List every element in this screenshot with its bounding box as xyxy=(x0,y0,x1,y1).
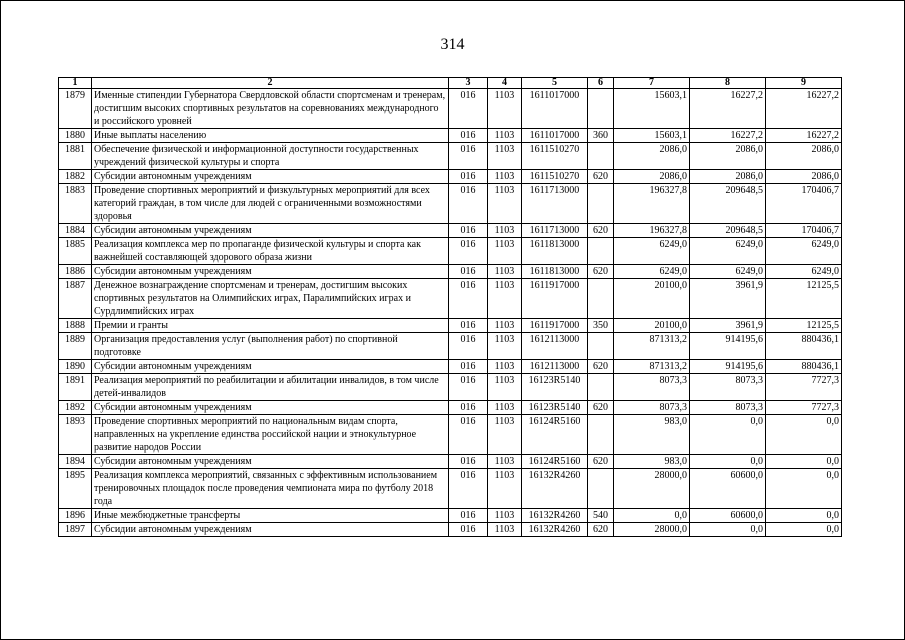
amount-year2-cell: 8073,3 xyxy=(690,401,766,415)
section-code-cell: 1103 xyxy=(488,523,522,537)
target-code-cell: 1611813000 xyxy=(522,265,588,279)
amount-year1-cell: 0,0 xyxy=(614,509,690,523)
amount-year2-cell: 3961,9 xyxy=(690,319,766,333)
expense-type-cell xyxy=(588,415,614,455)
amount-year3-cell: 16227,2 xyxy=(766,129,842,143)
amount-year1-cell: 20100,0 xyxy=(614,319,690,333)
target-code-cell: 16132R4260 xyxy=(522,523,588,537)
expense-type-cell xyxy=(588,184,614,224)
amount-year2-cell: 914195,6 xyxy=(690,360,766,374)
expense-type-cell xyxy=(588,333,614,360)
section-code-cell: 1103 xyxy=(488,319,522,333)
table-row xyxy=(59,265,842,279)
row-name-cell: Проведение спортивных мероприятий и физкультурных мероприятий для всех категорий граждан, в том числе для людей с ограниченными возможностями здоровья xyxy=(92,184,449,224)
section-code-cell: 1103 xyxy=(488,415,522,455)
section-code-cell: 1103 xyxy=(488,238,522,265)
amount-year2-cell: 8073,3 xyxy=(690,374,766,401)
row-name-cell: Иные межбюджетные трансферты xyxy=(92,509,449,523)
amount-year3-cell: 12125,5 xyxy=(766,319,842,333)
row-number-cell: 1894 xyxy=(59,455,92,469)
column-header: 6 xyxy=(588,78,614,89)
table-row xyxy=(59,333,842,360)
section-code-cell: 1103 xyxy=(488,469,522,509)
row-name-cell: Субсидии автономным учреждениям xyxy=(92,455,449,469)
target-code-cell: 1611813000 xyxy=(522,238,588,265)
amount-year3-cell: 2086,0 xyxy=(766,170,842,184)
budget-table xyxy=(58,77,842,537)
amount-year2-cell: 0,0 xyxy=(690,523,766,537)
amount-year3-cell: 12125,5 xyxy=(766,279,842,319)
expense-type-cell xyxy=(588,279,614,319)
section-code-cell: 1103 xyxy=(488,279,522,319)
amount-year3-cell: 170406,7 xyxy=(766,184,842,224)
row-name-cell: Реализация комплекса мер по пропаганде физической культуры и спорта как важнейшей составляющей здорового образа жизни xyxy=(92,238,449,265)
expense-type-cell: 350 xyxy=(588,319,614,333)
amount-year3-cell: 880436,1 xyxy=(766,333,842,360)
ministry-code-cell: 016 xyxy=(449,184,488,224)
table-row xyxy=(59,129,842,143)
amount-year2-cell: 3961,9 xyxy=(690,279,766,319)
section-code-cell: 1103 xyxy=(488,129,522,143)
table-row xyxy=(59,89,842,129)
amount-year1-cell: 196327,8 xyxy=(614,184,690,224)
target-code-cell: 16123R5140 xyxy=(522,374,588,401)
ministry-code-cell: 016 xyxy=(449,523,488,537)
amount-year3-cell: 6249,0 xyxy=(766,238,842,265)
row-name-cell: Денежное вознаграждение спортсменам и тренерам, достигшим высоких спортивных результатов на Олимпийских играх, Паралимпийских играх и Сурдлимпийских играх xyxy=(92,279,449,319)
expense-type-cell: 620 xyxy=(588,401,614,415)
amount-year1-cell: 871313,2 xyxy=(614,333,690,360)
table-row xyxy=(59,238,842,265)
table-row xyxy=(59,415,842,455)
row-number-cell: 1884 xyxy=(59,224,92,238)
row-number-cell: 1892 xyxy=(59,401,92,415)
expense-type-cell: 620 xyxy=(588,224,614,238)
table-row xyxy=(59,143,842,170)
row-name-cell: Субсидии автономным учреждениям xyxy=(92,360,449,374)
amount-year3-cell: 0,0 xyxy=(766,455,842,469)
row-number-cell: 1895 xyxy=(59,469,92,509)
amount-year3-cell: 0,0 xyxy=(766,415,842,455)
amount-year2-cell: 209648,5 xyxy=(690,184,766,224)
target-code-cell: 1611713000 xyxy=(522,224,588,238)
section-code-cell: 1103 xyxy=(488,143,522,170)
target-code-cell: 1611017000 xyxy=(522,129,588,143)
table-row xyxy=(59,279,842,319)
column-header: 1 xyxy=(59,78,92,89)
row-number-cell: 1890 xyxy=(59,360,92,374)
table-row xyxy=(59,374,842,401)
ministry-code-cell: 016 xyxy=(449,455,488,469)
expense-type-cell xyxy=(588,143,614,170)
row-name-cell: Проведение спортивных мероприятий по национальным видам спорта, направленных на укрепление единства российской нации и этнокультурное развитие народов России xyxy=(92,415,449,455)
table-row xyxy=(59,523,842,537)
row-name-cell: Субсидии автономным учреждениям xyxy=(92,224,449,238)
table-row xyxy=(59,184,842,224)
target-code-cell: 1612113000 xyxy=(522,333,588,360)
target-code-cell: 1611917000 xyxy=(522,279,588,319)
table-row xyxy=(59,469,842,509)
table-row xyxy=(59,401,842,415)
section-code-cell: 1103 xyxy=(488,333,522,360)
row-name-cell: Реализация комплекса мероприятий, связанных с эффективным использованием тренировочных площадок после проведения чемпионата мира по футболу 2018 года xyxy=(92,469,449,509)
row-number-cell: 1891 xyxy=(59,374,92,401)
target-code-cell: 16124R5160 xyxy=(522,455,588,469)
expense-type-cell: 620 xyxy=(588,523,614,537)
row-name-cell: Субсидии автономным учреждениям xyxy=(92,523,449,537)
ministry-code-cell: 016 xyxy=(449,170,488,184)
target-code-cell: 16132R4260 xyxy=(522,469,588,509)
row-number-cell: 1882 xyxy=(59,170,92,184)
section-code-cell: 1103 xyxy=(488,224,522,238)
amount-year1-cell: 2086,0 xyxy=(614,170,690,184)
row-number-cell: 1885 xyxy=(59,238,92,265)
section-code-cell: 1103 xyxy=(488,360,522,374)
amount-year3-cell: 0,0 xyxy=(766,509,842,523)
row-name-cell: Именные стипендии Губернатора Свердловской области спортсменам и тренерам, достигшим высоких спортивных результатов на соревнованиях международного и российского уровней xyxy=(92,89,449,129)
expense-type-cell: 620 xyxy=(588,265,614,279)
amount-year3-cell: 16227,2 xyxy=(766,89,842,129)
expense-type-cell xyxy=(588,238,614,265)
expense-type-cell xyxy=(588,469,614,509)
section-code-cell: 1103 xyxy=(488,184,522,224)
expense-type-cell: 620 xyxy=(588,455,614,469)
amount-year3-cell: 0,0 xyxy=(766,523,842,537)
expense-type-cell: 620 xyxy=(588,170,614,184)
row-number-cell: 1888 xyxy=(59,319,92,333)
amount-year3-cell: 0,0 xyxy=(766,469,842,509)
ministry-code-cell: 016 xyxy=(449,333,488,360)
row-number-cell: 1889 xyxy=(59,333,92,360)
column-header: 3 xyxy=(449,78,488,89)
column-header: 8 xyxy=(690,78,766,89)
row-number-cell: 1893 xyxy=(59,415,92,455)
ministry-code-cell: 016 xyxy=(449,265,488,279)
expense-type-cell: 360 xyxy=(588,129,614,143)
ministry-code-cell: 016 xyxy=(449,469,488,509)
row-number-cell: 1886 xyxy=(59,265,92,279)
amount-year1-cell: 20100,0 xyxy=(614,279,690,319)
section-code-cell: 1103 xyxy=(488,509,522,523)
ministry-code-cell: 016 xyxy=(449,509,488,523)
amount-year3-cell: 170406,7 xyxy=(766,224,842,238)
ministry-code-cell: 016 xyxy=(449,89,488,129)
amount-year2-cell: 2086,0 xyxy=(690,170,766,184)
amount-year1-cell: 8073,3 xyxy=(614,401,690,415)
column-header: 4 xyxy=(488,78,522,89)
row-name-cell: Субсидии автономным учреждениям xyxy=(92,170,449,184)
table-row xyxy=(59,455,842,469)
ministry-code-cell: 016 xyxy=(449,238,488,265)
row-number-cell: 1880 xyxy=(59,129,92,143)
target-code-cell: 1612113000 xyxy=(522,360,588,374)
section-code-cell: 1103 xyxy=(488,89,522,129)
target-code-cell: 16124R5160 xyxy=(522,415,588,455)
row-name-cell: Премии и гранты xyxy=(92,319,449,333)
page-number: 314 xyxy=(440,36,465,53)
column-header: 9 xyxy=(766,78,842,89)
ministry-code-cell: 016 xyxy=(449,129,488,143)
target-code-cell: 1611017000 xyxy=(522,89,588,129)
target-code-cell: 1611917000 xyxy=(522,319,588,333)
table-header-row xyxy=(59,78,842,89)
ministry-code-cell: 016 xyxy=(449,224,488,238)
row-name-cell: Субсидии автономным учреждениям xyxy=(92,401,449,415)
table-row xyxy=(59,509,842,523)
column-header: 7 xyxy=(614,78,690,89)
section-code-cell: 1103 xyxy=(488,455,522,469)
row-name-cell: Иные выплаты населению xyxy=(92,129,449,143)
ministry-code-cell: 016 xyxy=(449,143,488,170)
row-number-cell: 1879 xyxy=(59,89,92,129)
amount-year2-cell: 209648,5 xyxy=(690,224,766,238)
expense-type-cell: 540 xyxy=(588,509,614,523)
ministry-code-cell: 016 xyxy=(449,279,488,319)
table-row xyxy=(59,170,842,184)
amount-year2-cell: 2086,0 xyxy=(690,143,766,170)
row-number-cell: 1897 xyxy=(59,523,92,537)
amount-year3-cell: 6249,0 xyxy=(766,265,842,279)
row-number-cell: 1896 xyxy=(59,509,92,523)
row-name-cell: Организация предоставления услуг (выполнения работ) по спортивной подготовке xyxy=(92,333,449,360)
column-header: 5 xyxy=(522,78,588,89)
row-name-cell: Субсидии автономным учреждениям xyxy=(92,265,449,279)
section-code-cell: 1103 xyxy=(488,401,522,415)
amount-year1-cell: 15603,1 xyxy=(614,129,690,143)
amount-year3-cell: 880436,1 xyxy=(766,360,842,374)
section-code-cell: 1103 xyxy=(488,170,522,184)
amount-year1-cell: 8073,3 xyxy=(614,374,690,401)
amount-year2-cell: 16227,2 xyxy=(690,89,766,129)
expense-type-cell xyxy=(588,374,614,401)
amount-year2-cell: 16227,2 xyxy=(690,129,766,143)
amount-year1-cell: 6249,0 xyxy=(614,238,690,265)
ministry-code-cell: 016 xyxy=(449,360,488,374)
expense-type-cell xyxy=(588,89,614,129)
amount-year1-cell: 983,0 xyxy=(614,415,690,455)
amount-year1-cell: 983,0 xyxy=(614,455,690,469)
section-code-cell: 1103 xyxy=(488,265,522,279)
target-code-cell: 1611510270 xyxy=(522,143,588,170)
amount-year1-cell: 28000,0 xyxy=(614,469,690,509)
row-number-cell: 1887 xyxy=(59,279,92,319)
ministry-code-cell: 016 xyxy=(449,401,488,415)
amount-year2-cell: 6249,0 xyxy=(690,238,766,265)
table-row xyxy=(59,224,842,238)
amount-year1-cell: 15603,1 xyxy=(614,89,690,129)
amount-year1-cell: 196327,8 xyxy=(614,224,690,238)
amount-year2-cell: 0,0 xyxy=(690,455,766,469)
table-body xyxy=(59,89,842,537)
row-name-cell: Реализация мероприятий по реабилитации и абилитации инвалидов, в том числе детей-инвалидов xyxy=(92,374,449,401)
ministry-code-cell: 016 xyxy=(449,374,488,401)
amount-year2-cell: 60600,0 xyxy=(690,469,766,509)
amount-year2-cell: 6249,0 xyxy=(690,265,766,279)
target-code-cell: 16123R5140 xyxy=(522,401,588,415)
section-code-cell: 1103 xyxy=(488,374,522,401)
table-row xyxy=(59,319,842,333)
row-number-cell: 1883 xyxy=(59,184,92,224)
target-code-cell: 16132R4260 xyxy=(522,509,588,523)
amount-year2-cell: 914195,6 xyxy=(690,333,766,360)
row-number-cell: 1881 xyxy=(59,143,92,170)
amount-year1-cell: 2086,0 xyxy=(614,143,690,170)
amount-year2-cell: 0,0 xyxy=(690,415,766,455)
amount-year2-cell: 60600,0 xyxy=(690,509,766,523)
amount-year3-cell: 7727,3 xyxy=(766,401,842,415)
amount-year1-cell: 871313,2 xyxy=(614,360,690,374)
expense-type-cell: 620 xyxy=(588,360,614,374)
ministry-code-cell: 016 xyxy=(449,319,488,333)
target-code-cell: 1611713000 xyxy=(522,184,588,224)
table-row xyxy=(59,360,842,374)
row-name-cell: Обеспечение физической и информационной доступности государственных учреждений физической культуры и спорта xyxy=(92,143,449,170)
ministry-code-cell: 016 xyxy=(449,415,488,455)
amount-year1-cell: 28000,0 xyxy=(614,523,690,537)
amount-year3-cell: 2086,0 xyxy=(766,143,842,170)
column-header: 2 xyxy=(92,78,449,89)
amount-year3-cell: 7727,3 xyxy=(766,374,842,401)
amount-year1-cell: 6249,0 xyxy=(614,265,690,279)
target-code-cell: 1611510270 xyxy=(522,170,588,184)
